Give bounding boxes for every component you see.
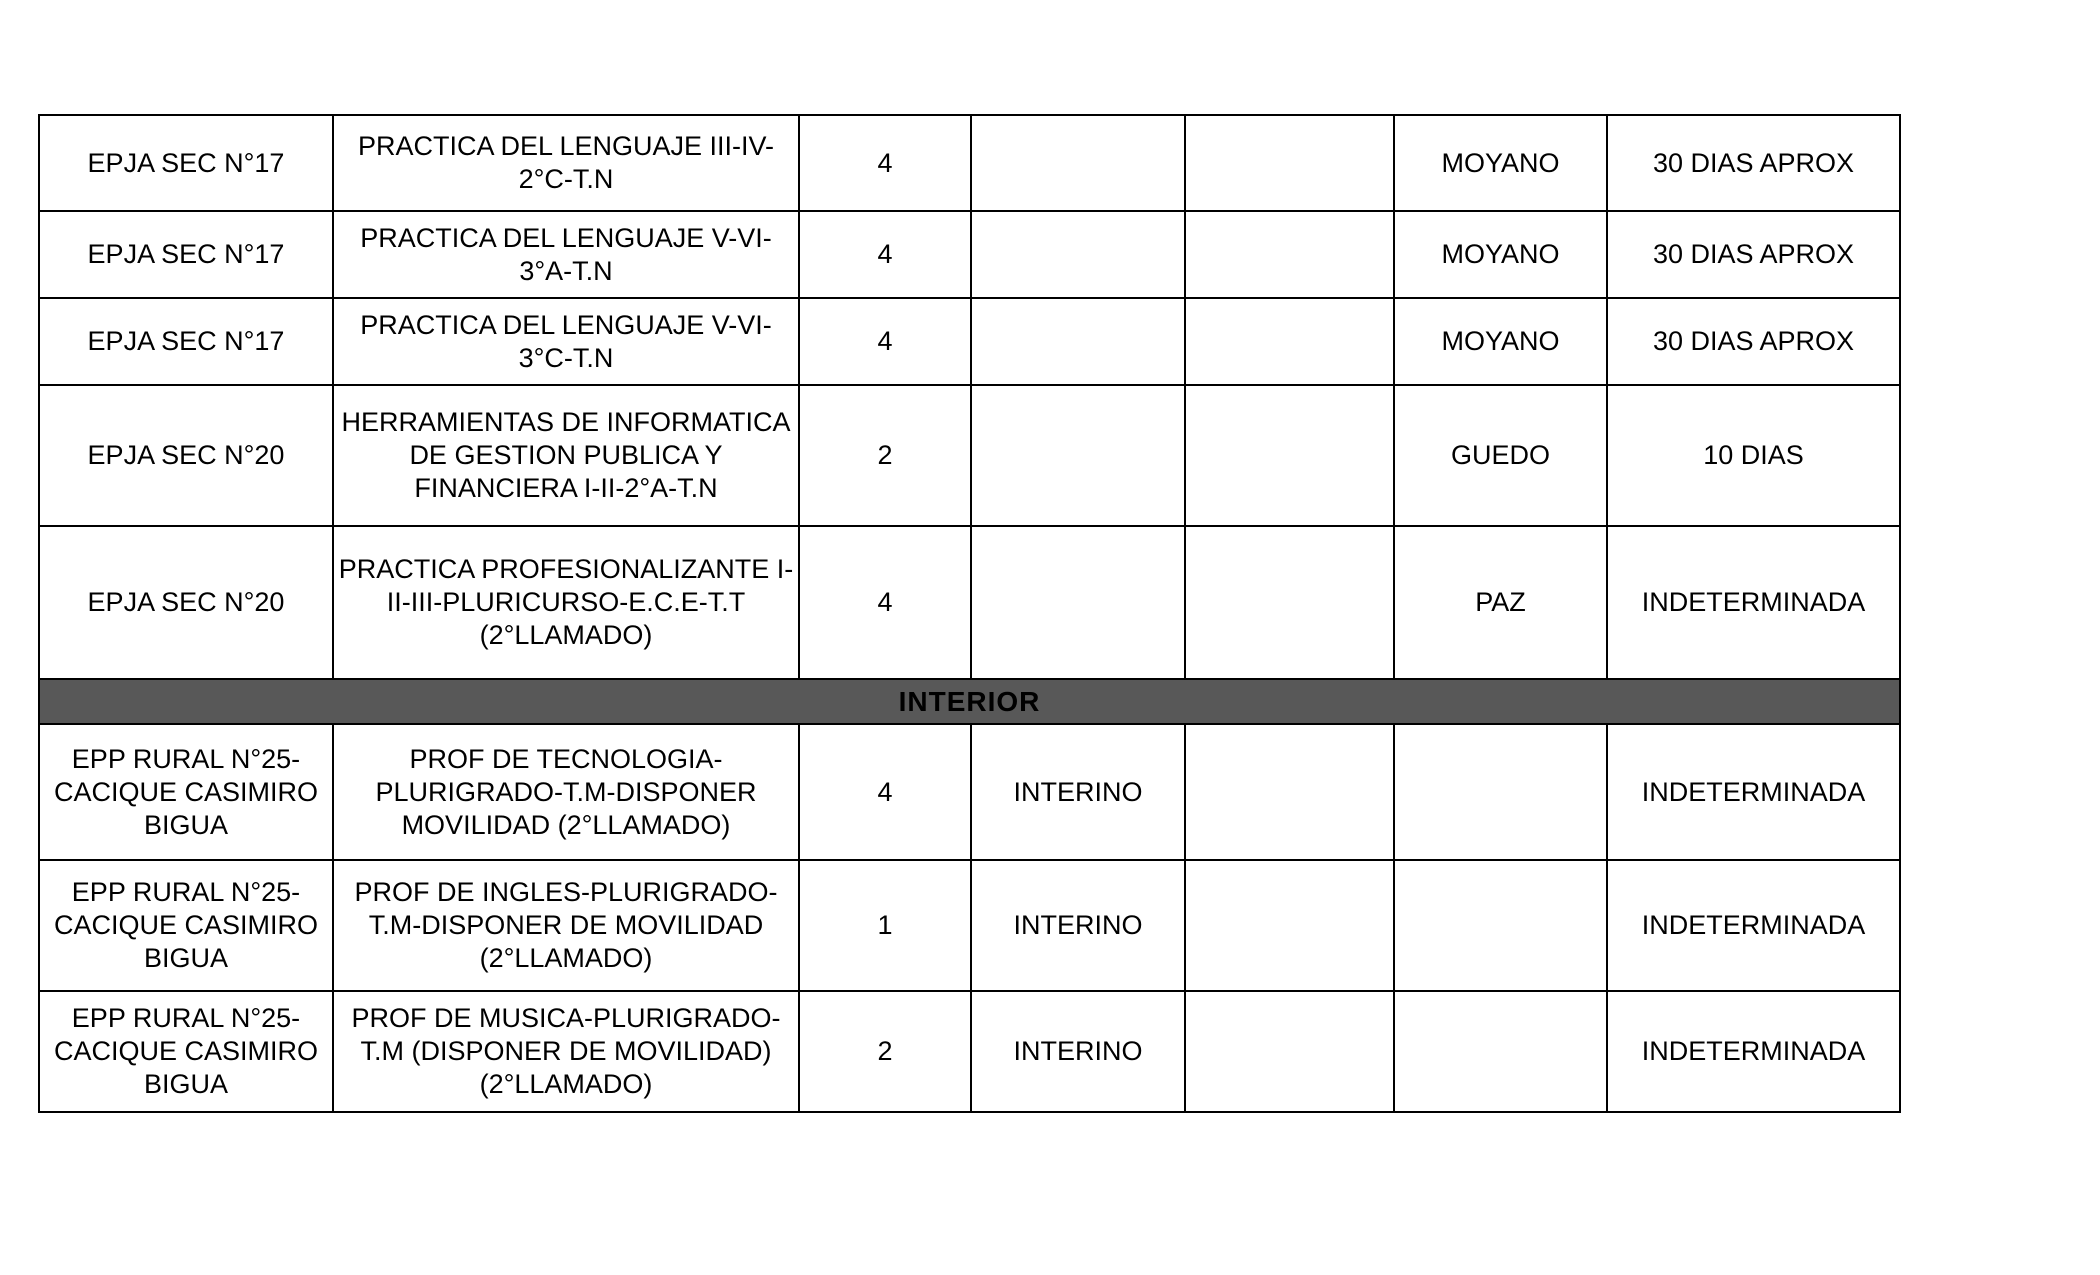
character-cell (971, 385, 1185, 526)
table-row (39, 724, 1900, 860)
section-header-interior: INTERIOR (39, 679, 1900, 724)
school-cell: EPP RURAL N°25-CACIQUE CASIMIRO BIGUA (39, 860, 333, 991)
holder-cell: MOYANO (1394, 115, 1607, 211)
subject-cell: PROF DE MUSICA-PLURIGRADO-T.M (DISPONER DE MOVILIDAD) (2°LLAMADO) (333, 991, 799, 1112)
duration-cell: 30 DIAS APROX (1607, 115, 1900, 211)
table-row (39, 211, 1900, 298)
school-cell: EPJA SEC N°20 (39, 526, 333, 679)
hours-cell: 1 (799, 860, 971, 991)
table-row (39, 115, 1900, 211)
school-cell: EPJA SEC N°17 (39, 115, 333, 211)
hours-cell: 4 (799, 298, 971, 385)
empty-cell (1185, 298, 1394, 385)
holder-cell: MOYANO (1394, 298, 1607, 385)
holder-cell (1394, 860, 1607, 991)
empty-cell (1185, 860, 1394, 991)
empty-cell (1185, 526, 1394, 679)
subject-cell: PRACTICA PROFESIONALIZANTE I-II-III-PLURICURSO-E.C.E-T.T (2°LLAMADO) (333, 526, 799, 679)
subject-cell: PRACTICA DEL LENGUAJE V-VI-3°C-T.N (333, 298, 799, 385)
hours-cell: 2 (799, 385, 971, 526)
holder-cell (1394, 991, 1607, 1112)
character-cell: INTERINO (971, 860, 1185, 991)
duration-cell: INDETERMINADA (1607, 991, 1900, 1112)
section-header-row (39, 679, 1900, 724)
duration-cell: 10 DIAS (1607, 385, 1900, 526)
character-cell: INTERINO (971, 991, 1185, 1112)
empty-cell (1185, 385, 1394, 526)
character-cell (971, 298, 1185, 385)
holder-cell (1394, 724, 1607, 860)
subject-cell: PRACTICA DEL LENGUAJE V-VI-3°A-T.N (333, 211, 799, 298)
character-cell (971, 115, 1185, 211)
table-row (39, 526, 1900, 679)
empty-cell (1185, 724, 1394, 860)
table-row (39, 991, 1900, 1112)
school-cell: EPJA SEC N°17 (39, 298, 333, 385)
duration-cell: INDETERMINADA (1607, 860, 1900, 991)
empty-cell (1185, 211, 1394, 298)
empty-cell (1185, 991, 1394, 1112)
table-row (39, 385, 1900, 526)
character-cell: INTERINO (971, 724, 1185, 860)
subject-cell: PRACTICA DEL LENGUAJE III-IV-2°C-T.N (333, 115, 799, 211)
table-row (39, 298, 1900, 385)
subject-cell: PROF DE TECNOLOGIA-PLURIGRADO-T.M-DISPONER MOVILIDAD (2°LLAMADO) (333, 724, 799, 860)
vacancy-table (38, 114, 1901, 1113)
subject-cell: HERRAMIENTAS DE INFORMATICA DE GESTION PUBLICA Y FINANCIERA I-II-2°A-T.N (333, 385, 799, 526)
hours-cell: 4 (799, 724, 971, 860)
character-cell (971, 211, 1185, 298)
table-row (39, 860, 1900, 991)
empty-cell (1185, 115, 1394, 211)
holder-cell: MOYANO (1394, 211, 1607, 298)
school-cell: EPJA SEC N°20 (39, 385, 333, 526)
hours-cell: 2 (799, 991, 971, 1112)
hours-cell: 4 (799, 211, 971, 298)
school-cell: EPJA SEC N°17 (39, 211, 333, 298)
school-cell: EPP RURAL N°25-CACIQUE CASIMIRO BIGUA (39, 991, 333, 1112)
holder-cell: GUEDO (1394, 385, 1607, 526)
holder-cell: PAZ (1394, 526, 1607, 679)
duration-cell: INDETERMINADA (1607, 724, 1900, 860)
duration-cell: 30 DIAS APROX (1607, 211, 1900, 298)
character-cell (971, 526, 1185, 679)
school-cell: EPP RURAL N°25-CACIQUE CASIMIRO BIGUA (39, 724, 333, 860)
subject-cell: PROF DE INGLES-PLURIGRADO-T.M-DISPONER DE MOVILIDAD (2°LLAMADO) (333, 860, 799, 991)
duration-cell: 30 DIAS APROX (1607, 298, 1900, 385)
hours-cell: 4 (799, 526, 971, 679)
hours-cell: 4 (799, 115, 971, 211)
duration-cell: INDETERMINADA (1607, 526, 1900, 679)
